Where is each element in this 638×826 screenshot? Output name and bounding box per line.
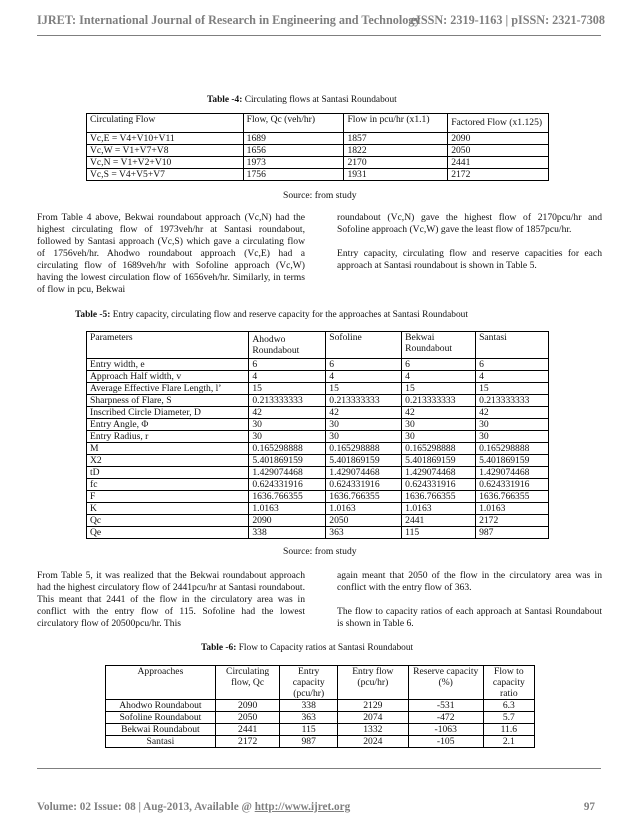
- table-cell: Qe: [87, 527, 249, 539]
- paragraph: again meant that 2050 of the flow in the circulatory area was in conflict with the entry flow of 363.: [337, 570, 602, 593]
- table-cell: Entry Radius, r: [87, 431, 249, 443]
- table-cell: 5.401869159: [326, 455, 402, 467]
- table-cell: Vc,W = V1+V7+V8: [87, 145, 244, 157]
- table-cell: 0.213333333: [402, 395, 476, 407]
- table-cell: Santasi: [106, 736, 216, 748]
- table-cell: 30: [402, 419, 476, 431]
- table-cell: 2441: [448, 157, 549, 169]
- table-row: [87, 527, 549, 539]
- table-cell: 2090: [215, 700, 280, 712]
- table4-col: Factored Flow (x1.125): [448, 114, 549, 133]
- table-cell: -531: [408, 700, 483, 712]
- table-cell: 2.1: [483, 736, 534, 748]
- table4: [86, 113, 549, 181]
- table-row: [87, 515, 549, 527]
- table-cell: 987: [280, 736, 337, 748]
- table-cell: 5.401869159: [249, 455, 326, 467]
- table-cell: 30: [326, 419, 402, 431]
- table-cell: 2050: [215, 712, 280, 724]
- table-row: [87, 359, 549, 371]
- table5-source: Source: from study: [283, 546, 357, 557]
- table-cell: 15: [476, 383, 549, 395]
- running-header: [37, 13, 605, 28]
- table-cell: Average Effective Flare Length, l’: [87, 383, 249, 395]
- table-cell: 30: [476, 431, 549, 443]
- table-cell: 363: [280, 712, 337, 724]
- table-cell: 1.0163: [249, 503, 326, 515]
- table-cell: 0.165298888: [476, 443, 549, 455]
- table-row: [106, 712, 535, 724]
- table-cell: 1636.766355: [249, 491, 326, 503]
- table-cell: 0.213333333: [326, 395, 402, 407]
- table-cell: 42: [476, 407, 549, 419]
- table-cell: K: [87, 503, 249, 515]
- table-cell: 30: [476, 419, 549, 431]
- table-row: [87, 491, 549, 503]
- table-cell: 1857: [344, 133, 448, 145]
- table6: [105, 665, 535, 748]
- table-row: [87, 419, 549, 431]
- table-row: [87, 467, 549, 479]
- table6-body: [106, 700, 535, 748]
- header-rule: [37, 35, 601, 36]
- table-cell: 1636.766355: [476, 491, 549, 503]
- table-cell: Approach Half width, v: [87, 371, 249, 383]
- table6-col: Reserve capacity (%): [408, 666, 483, 700]
- table-cell: Vc,S = V4+V5+V7: [87, 169, 244, 181]
- table-row: [87, 133, 549, 145]
- table-row: [87, 431, 549, 443]
- table-cell: 1.429074468: [476, 467, 549, 479]
- table6-header-row: [106, 666, 535, 700]
- table6-col: Entry capacity (pcu/hr): [280, 666, 337, 700]
- table-cell: Qc: [87, 515, 249, 527]
- paragraph: roundabout (Vc,N) gave the highest flow of 2170pcu/hr and Sofoline approach (Vc,W) gave the least flow of 1857pcu/hr.: [337, 212, 602, 235]
- table-cell: 42: [402, 407, 476, 419]
- table-cell: 2050: [326, 515, 402, 527]
- table-cell: 11.6: [483, 724, 534, 736]
- table-row: [87, 455, 549, 467]
- table-cell: Entry Angle, Φ: [87, 419, 249, 431]
- footer-rule: [37, 768, 601, 769]
- table-row: [106, 724, 535, 736]
- table-cell: Vc,E = V4+V10+V11: [87, 133, 244, 145]
- table-cell: Vc,N = V1+V2+V10: [87, 157, 244, 169]
- running-footer: [37, 801, 601, 813]
- table-cell: 338: [249, 527, 326, 539]
- table-cell: 30: [326, 431, 402, 443]
- paragraph: The flow to capacity ratios of each approach at Santasi Roundabout is shown in Table 6.: [337, 606, 602, 629]
- table-cell: 5.7: [483, 712, 534, 724]
- table-cell: 1822: [344, 145, 448, 157]
- table-cell: 1332: [337, 724, 408, 736]
- table-cell: 2441: [402, 515, 476, 527]
- table-cell: 0.624331916: [402, 479, 476, 491]
- table-cell: 2172: [215, 736, 280, 748]
- table-cell: 4: [476, 371, 549, 383]
- table-cell: 1756: [243, 169, 344, 181]
- table5-col: Sofoline: [326, 332, 402, 359]
- paragraph: From Table 5, it was realized that the Bekwai roundabout approach had the highest circulatory flow of 2441pcu/hr at Santasi roundabout. This meant that 2441 of the flow in the circulatory area was in conflict with the entry flow of 115. Sofoline had the lowest circulatory flow of 20500pcu/hr. This: [37, 570, 305, 629]
- table5: [86, 331, 549, 539]
- table-cell: 6: [402, 359, 476, 371]
- table-cell: 6: [326, 359, 402, 371]
- table-cell: 0.213333333: [249, 395, 326, 407]
- table-cell: 1689: [243, 133, 344, 145]
- table-cell: 4: [326, 371, 402, 383]
- paragraph: From Table 4 above, Bekwai roundabout approach (Vc,N) had the highest circulating flow of 1973veh/hr at Santasi roundabout, followed by Santasi approach (Vc,S) which gave a circulating flow of 1756veh/hr. Ahodwo roundabout approach (Vc,E) had a circulating flow of 1689veh/hr with Sofoline approach (Vc,W) having the lowest circulation flow of 1656veh/hr. Similarly, in terms of flow in pcu, Bekwai: [37, 212, 305, 295]
- table-row: [87, 443, 549, 455]
- table-cell: 30: [249, 419, 326, 431]
- table-cell: 2172: [448, 169, 549, 181]
- table-cell: 1.0163: [476, 503, 549, 515]
- table-cell: 1.429074468: [249, 467, 326, 479]
- table-cell: Sofoline Roundabout: [106, 712, 216, 724]
- table-cell: 363: [326, 527, 402, 539]
- table-cell: 2170: [344, 157, 448, 169]
- table-cell: fc: [87, 479, 249, 491]
- table-cell: 42: [249, 407, 326, 419]
- table-cell: 2050: [448, 145, 549, 157]
- table-cell: 0.624331916: [476, 479, 549, 491]
- table-row: [87, 169, 549, 181]
- table-row: [87, 157, 549, 169]
- table5-col: Bekwai Roundabout: [402, 332, 476, 359]
- table-cell: 1656: [243, 145, 344, 157]
- table-row: [87, 383, 549, 395]
- table-cell: 4: [402, 371, 476, 383]
- table4-header-row: [87, 114, 549, 133]
- table-cell: 6: [476, 359, 549, 371]
- table-cell: 6.3: [483, 700, 534, 712]
- table-row: [87, 503, 549, 515]
- table-row: [87, 395, 549, 407]
- journal-name: IJRET: International Journal of Research in Engineering and Technology: [37, 13, 421, 27]
- table-row: [87, 371, 549, 383]
- table-cell: 5.401869159: [402, 455, 476, 467]
- table-cell: Entry width, e: [87, 359, 249, 371]
- table-cell: 1973: [243, 157, 344, 169]
- table-cell: M: [87, 443, 249, 455]
- table-cell: -105: [408, 736, 483, 748]
- table5-col: Ahodwo Roundabout: [249, 332, 326, 359]
- table-cell: Ahodwo Roundabout: [106, 700, 216, 712]
- table6-col: Circulating flow, Qc: [215, 666, 280, 700]
- table5-col: Santasi: [476, 332, 549, 359]
- table-cell: 0.165298888: [249, 443, 326, 455]
- table5-caption: Table -5: Entry capacity, circulating flow and reserve capacity for the approaches at Santasi Roundabout: [75, 310, 468, 320]
- table-cell: 42: [326, 407, 402, 419]
- table-cell: F: [87, 491, 249, 503]
- table6-col: Approaches: [106, 666, 216, 700]
- table4-col: Flow, Qc (veh/hr): [243, 114, 344, 133]
- table5-col: Parameters: [87, 332, 249, 359]
- table-cell: 5.401869159: [476, 455, 549, 467]
- table-cell: 0.213333333: [476, 395, 549, 407]
- table-cell: 2129: [337, 700, 408, 712]
- table6-caption: Table -6: Flow to Capacity ratios at Santasi Roundabout: [201, 643, 414, 653]
- table-cell: 15: [249, 383, 326, 395]
- issn: eISSN: 2319-1163 | pISSN: 2321-7308: [410, 13, 605, 27]
- table-cell: 4: [249, 371, 326, 383]
- table-cell: 115: [280, 724, 337, 736]
- table4-col: Circulating Flow: [87, 114, 244, 133]
- table-cell: 15: [326, 383, 402, 395]
- table6-col: Flow to capacity ratio: [483, 666, 534, 700]
- table-row: [87, 479, 549, 491]
- table-cell: 115: [402, 527, 476, 539]
- table-cell: 338: [280, 700, 337, 712]
- table-cell: 2090: [448, 133, 549, 145]
- table-row: [106, 736, 535, 748]
- volume-info: Volume: 02 Issue: 08 | Aug-2013, Available @: [37, 801, 255, 813]
- table-cell: 1931: [344, 169, 448, 181]
- table-cell: Inscribed Circle Diameter, D: [87, 407, 249, 419]
- table-cell: tD: [87, 467, 249, 479]
- table-cell: Sharpness of Flare, S: [87, 395, 249, 407]
- table-cell: 987: [476, 527, 549, 539]
- page-number: 97: [583, 801, 595, 813]
- table-cell: -1063: [408, 724, 483, 736]
- table-cell: 30: [402, 431, 476, 443]
- table-cell: -472: [408, 712, 483, 724]
- table-cell: 1636.766355: [326, 491, 402, 503]
- table-cell: 1.0163: [326, 503, 402, 515]
- table4-caption: Table -4: Circulating flows at Santasi Roundabout: [207, 95, 397, 105]
- table-cell: 15: [402, 383, 476, 395]
- table4-col: Flow in pcu/hr (x1.1): [344, 114, 448, 133]
- table-row: [106, 700, 535, 712]
- table-cell: 0.624331916: [326, 479, 402, 491]
- table5-body: [87, 359, 549, 539]
- table-cell: 2074: [337, 712, 408, 724]
- table-cell: 1.0163: [402, 503, 476, 515]
- table-cell: 0.165298888: [326, 443, 402, 455]
- table-cell: X2: [87, 455, 249, 467]
- table-cell: 0.624331916: [249, 479, 326, 491]
- table-cell: 2172: [476, 515, 549, 527]
- table-cell: 2441: [215, 724, 280, 736]
- table-cell: 1.429074468: [402, 467, 476, 479]
- table-cell: 0.165298888: [402, 443, 476, 455]
- table4-source: Source: from study: [283, 190, 357, 201]
- table-cell: 2024: [337, 736, 408, 748]
- paragraph: Entry capacity, circulating flow and reserve capacities for each approach at Santasi roundabout is shown in Table 5.: [337, 248, 602, 271]
- table-cell: 6: [249, 359, 326, 371]
- table-row: [87, 145, 549, 157]
- table-cell: 2090: [249, 515, 326, 527]
- table6-col: Entry flow (pcu/hr): [337, 666, 408, 700]
- table-cell: Bekwai Roundabout: [106, 724, 216, 736]
- table-cell: 1.429074468: [326, 467, 402, 479]
- table-cell: 30: [249, 431, 326, 443]
- table-row: [87, 407, 549, 419]
- table5-header-row: [87, 332, 549, 359]
- table-cell: 1636.766355: [402, 491, 476, 503]
- journal-link[interactable]: http://www.ijret.org: [254, 801, 351, 813]
